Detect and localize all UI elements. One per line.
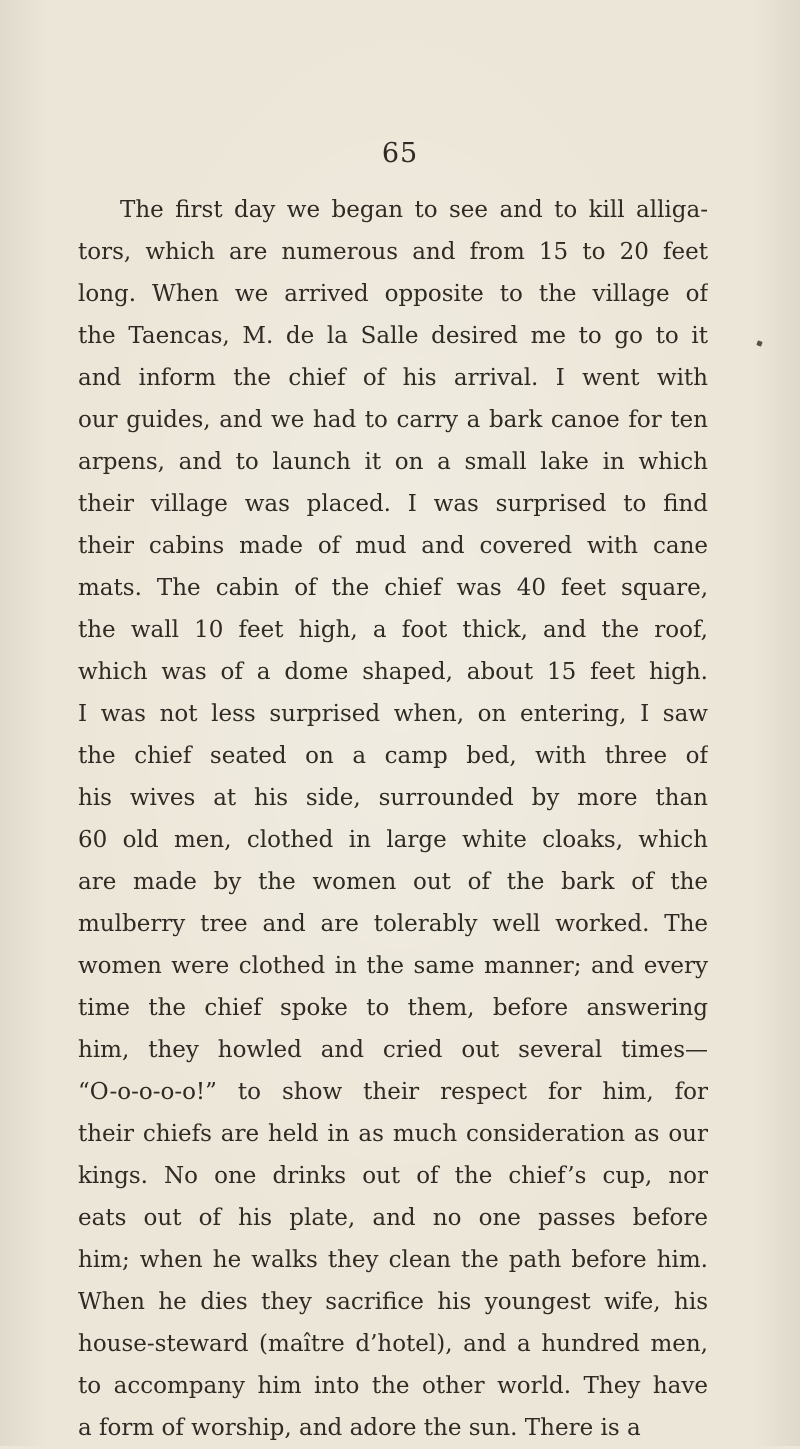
text-line: and inform the chief of his arrival. I went with xyxy=(78,365,708,391)
text-line: women were clothed in the same manner; and every xyxy=(78,953,708,979)
text-line: his wives at his side, surrounded by more than xyxy=(78,785,708,811)
text-line: which was of a dome shaped, about 15 feet high. xyxy=(78,659,708,685)
text-line: arpens, and to launch it on a small lake in which xyxy=(78,449,708,475)
text-line: “O-o-o-o-o!” to show their respect for him, for xyxy=(78,1079,708,1105)
text-line: their village was placed. I was surprised to find xyxy=(78,491,708,517)
text-line: kings. No one drinks out of the chief’s cup, nor xyxy=(78,1163,708,1189)
text-line: the wall 10 feet high, a foot thick, and the roof, xyxy=(78,617,708,643)
text-line: mats. The cabin of the chief was 40 feet square, xyxy=(78,575,708,601)
text-line: When he dies they sacrifice his youngest wife, his xyxy=(78,1289,708,1315)
text-line: to accompany him into the other world. They have xyxy=(78,1373,708,1399)
text-line: eats out of his plate, and no one passes before xyxy=(78,1205,708,1231)
text-line: are made by the women out of the bark of the xyxy=(78,869,708,895)
text-line: their cabins made of mud and covered with cane xyxy=(78,533,708,559)
text-line: him, they howled and cried out several times— xyxy=(78,1037,708,1063)
text-line: long. When we arrived opposite to the village of xyxy=(78,281,708,307)
text-line: our guides, and we had to carry a bark canoe for ten xyxy=(78,407,708,433)
text-line: tors, which are numerous and from 15 to 20 feet xyxy=(78,239,708,265)
text-line: the Taencas, M. de la Salle desired me to go to it xyxy=(78,323,708,349)
text-line: time the chief spoke to them, before answering xyxy=(78,995,708,1021)
text-line: house-steward (maître d’hotel), and a hundred men, xyxy=(78,1331,708,1357)
text-line: a form of worship, and adore the sun. There is a xyxy=(78,1415,641,1441)
page-number: 65 xyxy=(381,138,419,169)
text-line: mulberry tree and are tolerably well worked. The xyxy=(78,911,708,937)
body-text xyxy=(78,189,708,1449)
text-line: The first day we began to see and to kill alliga- xyxy=(120,197,708,223)
text-line: him; when he walks they clean the path before him. xyxy=(78,1247,708,1273)
margin-mark xyxy=(756,340,762,346)
text-line: 60 old men, clothed in large white cloaks, which xyxy=(78,827,708,853)
text-line: I was not less surprised when, on entering, I saw xyxy=(78,701,708,727)
text-line: their chiefs are held in as much consideration as our xyxy=(78,1121,708,1147)
text-line: the chief seated on a camp bed, with three of xyxy=(78,743,708,769)
